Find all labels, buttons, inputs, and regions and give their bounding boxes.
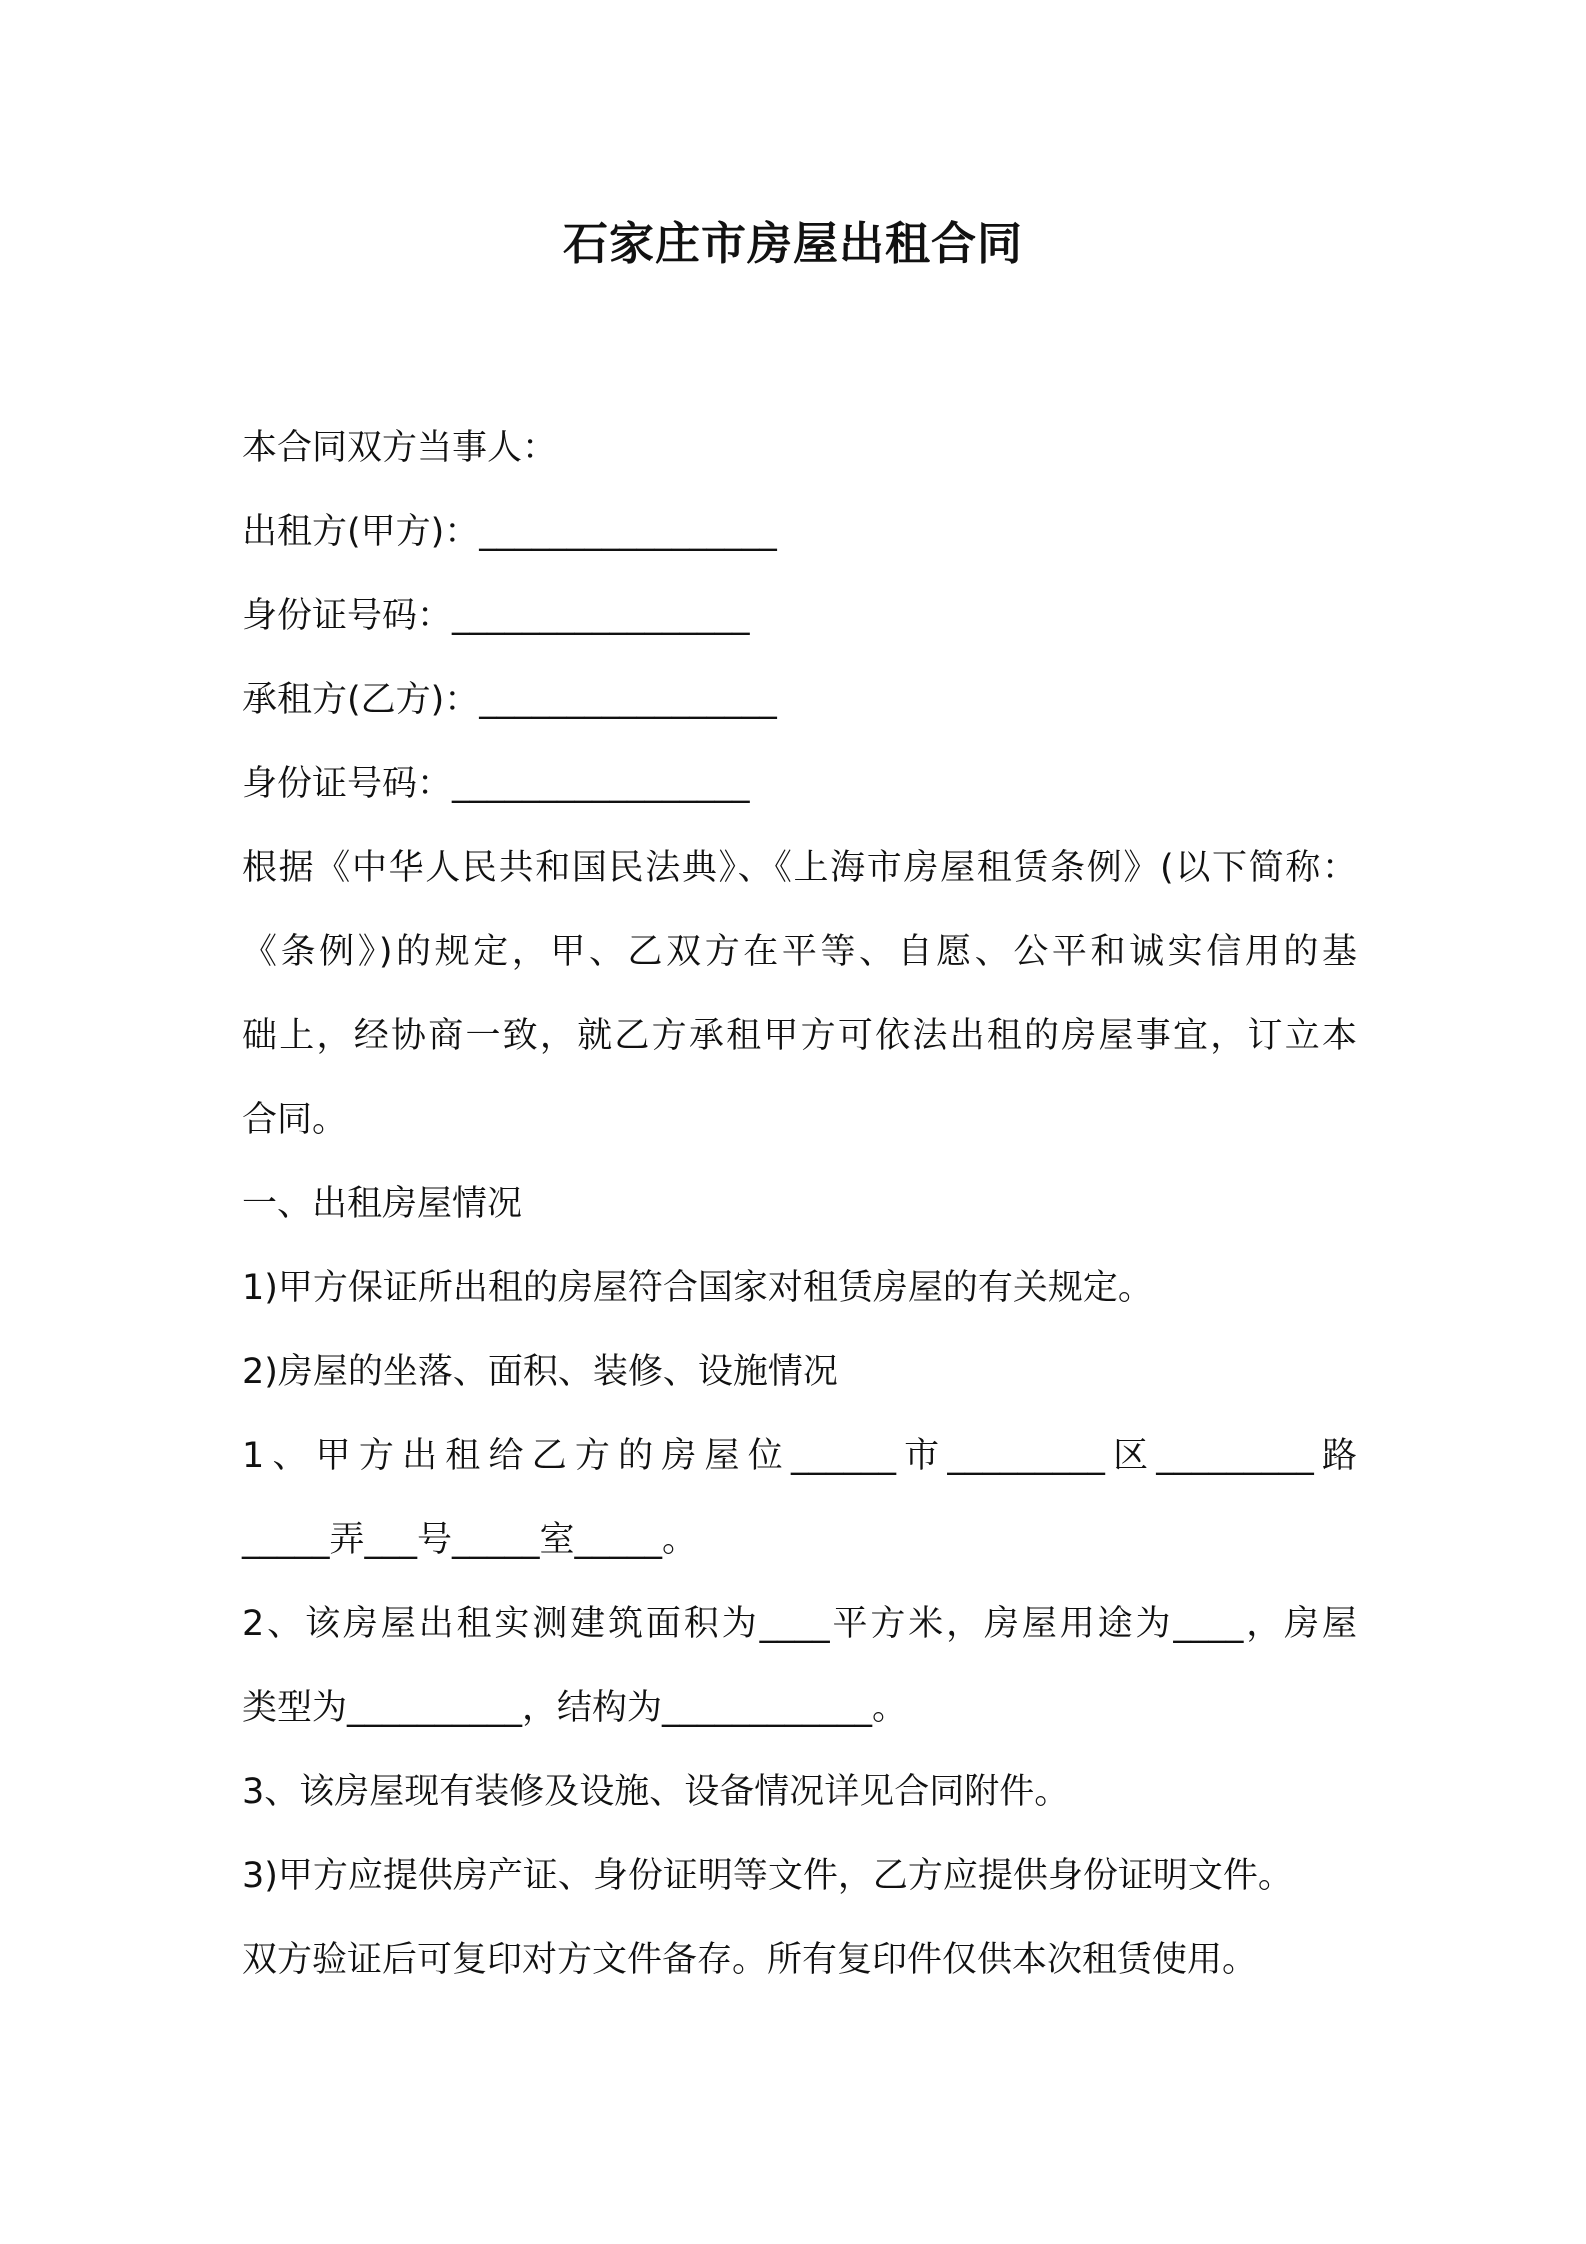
- lessor-line: 出租方(甲方)：_________________: [242, 512, 777, 552]
- item-3-line-1: 3)甲方应提供房产证、身份证明等文件，乙方应提供身份证明文件。: [242, 1856, 1293, 1896]
- clause-1-line-2: _____弄___号_____室_____。: [242, 1520, 698, 1560]
- lessee-id-line: 身份证号码：_________________: [242, 764, 750, 804]
- clause-2-line-1: 2、该房屋出租实测建筑面积为____平方米，房屋用途为____，房屋: [242, 1604, 1357, 1644]
- item-2: 2)房屋的坐落、面积、装修、设施情况: [242, 1352, 838, 1392]
- section1-heading: 一、出租房屋情况: [242, 1184, 523, 1224]
- page-title: 石家庄市房屋出租合同: [562, 217, 1023, 270]
- clause-2-line-2: 类型为__________，结构为____________。: [242, 1688, 908, 1728]
- clause-1-line-1: 1、甲方出租给乙方的房屋位______市_________区_________路: [242, 1436, 1357, 1476]
- clause-3: 3、该房屋现有装修及设施、设备情况详见合同附件。: [242, 1772, 1070, 1812]
- preamble-line-2: 《条例》)的规定，甲、乙双方在平等、自愿、公平和诚实信用的基: [242, 932, 1357, 972]
- contract-body: [242, 406, 1357, 2002]
- preamble-line-4: 合同。: [242, 1100, 348, 1140]
- lessee-line: 承租方(乙方)：_________________: [242, 680, 777, 720]
- parties-heading: 本合同双方当事人：: [242, 428, 558, 468]
- item-3-line-2: 双方验证后可复印对方文件备存。所有复印件仅供本次租赁使用。: [242, 1940, 1258, 1980]
- lessor-id-line: 身份证号码：_________________: [242, 596, 750, 636]
- preamble-line-1: 根据《中华人民共和国民法典》、《上海市房屋租赁条例》(以下简称：: [242, 848, 1357, 888]
- item-1: 1)甲方保证所出租的房屋符合国家对租赁房屋的有关规定。: [242, 1268, 1153, 1308]
- preamble-line-3: 础上，经协商一致，就乙方承租甲方可依法出租的房屋事宜，订立本: [242, 1016, 1357, 1056]
